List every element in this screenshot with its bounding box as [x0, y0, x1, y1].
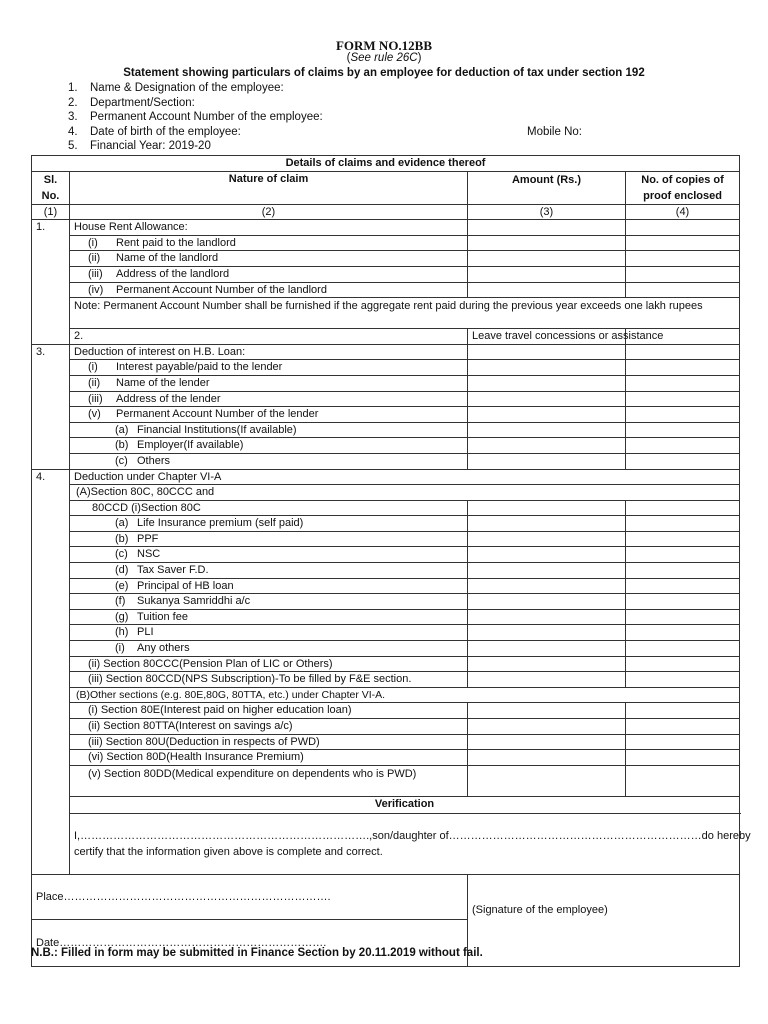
table-row: (h) PLI — [32, 625, 740, 641]
signature-box[interactable] — [468, 874, 740, 966]
field-department[interactable]: 2. Department/Section: — [68, 96, 195, 109]
amount-cell[interactable] — [468, 563, 626, 579]
form-title: FORM NO.12BB — [335, 38, 433, 53]
table-row: (i) Any others — [32, 641, 740, 657]
copies-cell[interactable] — [626, 547, 740, 563]
copies-cell[interactable] — [626, 765, 740, 796]
amount-cell[interactable] — [468, 641, 626, 657]
amount-cell[interactable] — [468, 235, 626, 251]
place-row — [32, 874, 740, 919]
sl-number: 4. — [32, 469, 70, 874]
copies-cell[interactable] — [626, 422, 740, 438]
table-row: (c) NSC — [32, 547, 740, 563]
table-row: (iii) Address of the lender — [32, 391, 740, 407]
copies-cell[interactable] — [626, 578, 740, 594]
amount-cell[interactable] — [468, 453, 626, 469]
copies-cell[interactable] — [626, 734, 740, 750]
copies-cell[interactable] — [626, 360, 740, 376]
table-row: (vi) Section 80D(Health Insurance Premium) — [32, 750, 740, 766]
field-dob[interactable]: 4. Date of birth of the employee: Mobile No: — [68, 125, 582, 138]
table-row: (a) Financial Institutions(If available) — [32, 422, 740, 438]
footer-note: N.B.: Filled in form may be submitted in Finance Section by 20.11.2019 without fail. — [31, 947, 483, 959]
table-row: (iii) Address of the landlord — [32, 266, 740, 282]
verification-title-row — [32, 796, 740, 813]
amount-cell[interactable] — [468, 672, 626, 688]
section-title: Deduction of interest on H.B. Loan: — [70, 344, 468, 360]
table-row: (B)Other sections (e.g. 80E,80G, 80TTA, etc.) under Chapter VI-A. — [32, 687, 740, 703]
amount-cell[interactable] — [468, 750, 626, 766]
copies-cell[interactable] — [626, 407, 740, 423]
amount-cell[interactable] — [468, 516, 626, 532]
header-sl-no: Sl. No. — [32, 171, 70, 204]
amount-cell[interactable] — [468, 360, 626, 376]
amount-cell[interactable] — [468, 609, 626, 625]
table-row: (i) Section 80E(Interest paid on higher education loan) — [32, 703, 740, 719]
claims-table — [31, 155, 751, 967]
field-pan[interactable]: 3. Permanent Account Number of the employee: — [68, 111, 323, 123]
sl-number: 3. — [32, 344, 70, 469]
amount-cell[interactable] — [468, 703, 626, 719]
amount-cell[interactable] — [468, 719, 626, 735]
amount-cell[interactable] — [468, 625, 626, 641]
table-row: (i) Rent paid to the landlord — [32, 235, 740, 251]
table-row: 80CCD (i)Section 80C — [32, 500, 740, 516]
amount-cell[interactable] — [468, 547, 626, 563]
table-row: (ii) Name of the lender — [32, 375, 740, 391]
table-row: (ii) Section 80TTA(Interest on savings a/c) — [32, 719, 740, 735]
date-field[interactable]: Date………………………………………………………………. — [32, 919, 468, 966]
amount-cell[interactable] — [468, 765, 626, 796]
sl-number: 2. — [70, 329, 468, 345]
table-row: (ii) Section 80CCC(Pension Plan of LIC or Others) — [32, 656, 740, 672]
note-row — [32, 298, 740, 329]
amount-cell[interactable] — [468, 344, 626, 360]
copies-cell[interactable] — [626, 625, 740, 641]
table-row: (ii) Name of the landlord — [32, 251, 740, 267]
amount-cell[interactable] — [468, 531, 626, 547]
copies-cell[interactable] — [626, 235, 740, 251]
field-name-designation[interactable]: 1. Name & Designation of the employee: — [68, 82, 284, 94]
copies-cell[interactable] — [626, 251, 740, 267]
copies-cell[interactable] — [626, 391, 740, 407]
amount-cell[interactable] — [468, 220, 626, 236]
amount-cell[interactable] — [468, 438, 626, 454]
table-row — [32, 220, 740, 236]
table-row: (v) Section 80DD(Medical expenditure on dependents who is PWD) — [32, 765, 740, 796]
amount-cell[interactable] — [468, 391, 626, 407]
amount-cell[interactable] — [468, 251, 626, 267]
column-number-row: (1) (2) (3) (4) — [32, 204, 740, 220]
header-copies: No. of copies of proof enclosed — [626, 171, 740, 204]
table-row: (g) Tuition fee — [32, 609, 740, 625]
verification-text-row — [32, 813, 740, 874]
copies-cell[interactable] — [626, 563, 740, 579]
copies-cell[interactable] — [626, 656, 740, 672]
table-caption-row — [32, 156, 740, 172]
copies-cell[interactable] — [626, 594, 740, 610]
section-title: Deduction under Chapter VI-A — [70, 469, 740, 485]
copies-cell[interactable] — [626, 266, 740, 282]
table-row — [32, 344, 740, 360]
table-row: (A)Section 80C, 80CCC and — [32, 485, 740, 501]
table-row: (v) Permanent Account Number of the lender — [32, 407, 740, 423]
copies-cell[interactable] — [626, 609, 740, 625]
table-caption: Details of claims and evidence thereof — [32, 156, 740, 172]
amount-cell[interactable] — [468, 656, 626, 672]
table-row: (i) Interest payable/paid to the lender — [32, 360, 740, 376]
copies-cell[interactable] — [626, 220, 740, 236]
copies-cell[interactable] — [626, 282, 740, 298]
sl-number: 1. — [32, 220, 70, 345]
rule-text: See rule 26C — [350, 52, 418, 64]
header-amount: Amount (Rs.) — [468, 171, 626, 204]
rule-reference: (See rule 26C) — [346, 52, 422, 64]
amount-cell[interactable] — [468, 578, 626, 594]
amount-cell[interactable] — [468, 375, 626, 391]
copies-cell[interactable] — [626, 703, 740, 719]
signature-label: (Signature of the employee) — [472, 903, 608, 916]
verification-title: Verification — [70, 796, 740, 813]
table-row: (e) Principal of HB loan — [32, 578, 740, 594]
copies-cell[interactable] — [626, 375, 740, 391]
table-row: (d) Tax Saver F.D. — [32, 563, 740, 579]
copies-cell[interactable] — [626, 516, 740, 532]
amount-cell[interactable] — [468, 500, 626, 516]
amount-cell[interactable] — [468, 407, 626, 423]
place-field[interactable]: Place………………………………………………………………. — [32, 874, 468, 919]
table-row — [32, 469, 740, 485]
table-row: (b) Employer(If available) — [32, 438, 740, 454]
section-title: Leave travel concessions or assistance — [468, 329, 626, 345]
statement-heading: Statement showing particulars of claims by an employee for deduction of tax under section 192 — [123, 67, 645, 79]
copies-cell[interactable] — [626, 719, 740, 735]
section-title: House Rent Allowance: — [70, 220, 468, 236]
copies-cell[interactable] — [626, 438, 740, 454]
table-row: (a) Life Insurance premium (self paid) — [32, 516, 740, 532]
copies-cell[interactable] — [626, 750, 740, 766]
copies-cell[interactable] — [626, 641, 740, 657]
table-row: (iii) Section 80CCD(NPS Subscription)-To be filled by F&E section. — [32, 672, 740, 688]
field-mobile[interactable]: Mobile No: — [527, 125, 582, 138]
amount-cell[interactable] — [468, 594, 626, 610]
table-row — [32, 329, 740, 345]
amount-cell[interactable] — [468, 422, 626, 438]
amount-cell[interactable] — [468, 734, 626, 750]
verification-text: I,…………………………………………………………………….,son/daughter of……………………………………………………………do hereby certify that the information given above is complete and correct. — [70, 813, 740, 874]
copies-cell[interactable] — [626, 344, 740, 360]
table-header-row — [32, 171, 740, 204]
copies-cell[interactable] — [626, 531, 740, 547]
amount-cell[interactable] — [468, 282, 626, 298]
table-row: (iv) Permanent Account Number of the landlord — [32, 282, 740, 298]
employee-details-list — [68, 81, 708, 154]
table-row: (c) Others — [32, 453, 740, 469]
copies-cell[interactable] — [626, 453, 740, 469]
pan-note: Note: Permanent Account Number shall be furnished if the aggregate rent paid during the previous year exceeds one lakh rupees — [70, 298, 740, 329]
amount-cell[interactable] — [468, 266, 626, 282]
copies-cell[interactable] — [626, 672, 740, 688]
table-row: (b) PPF — [32, 531, 740, 547]
header-nature: Nature of claim — [70, 171, 468, 204]
field-financial-year: 5. Financial Year: 2019-20 — [68, 140, 211, 152]
table-row: (iii) Section 80U(Deduction in respects of PWD) — [32, 734, 740, 750]
table-row: (f) Sukanya Samriddhi a/c — [32, 594, 740, 610]
copies-cell[interactable] — [626, 500, 740, 516]
